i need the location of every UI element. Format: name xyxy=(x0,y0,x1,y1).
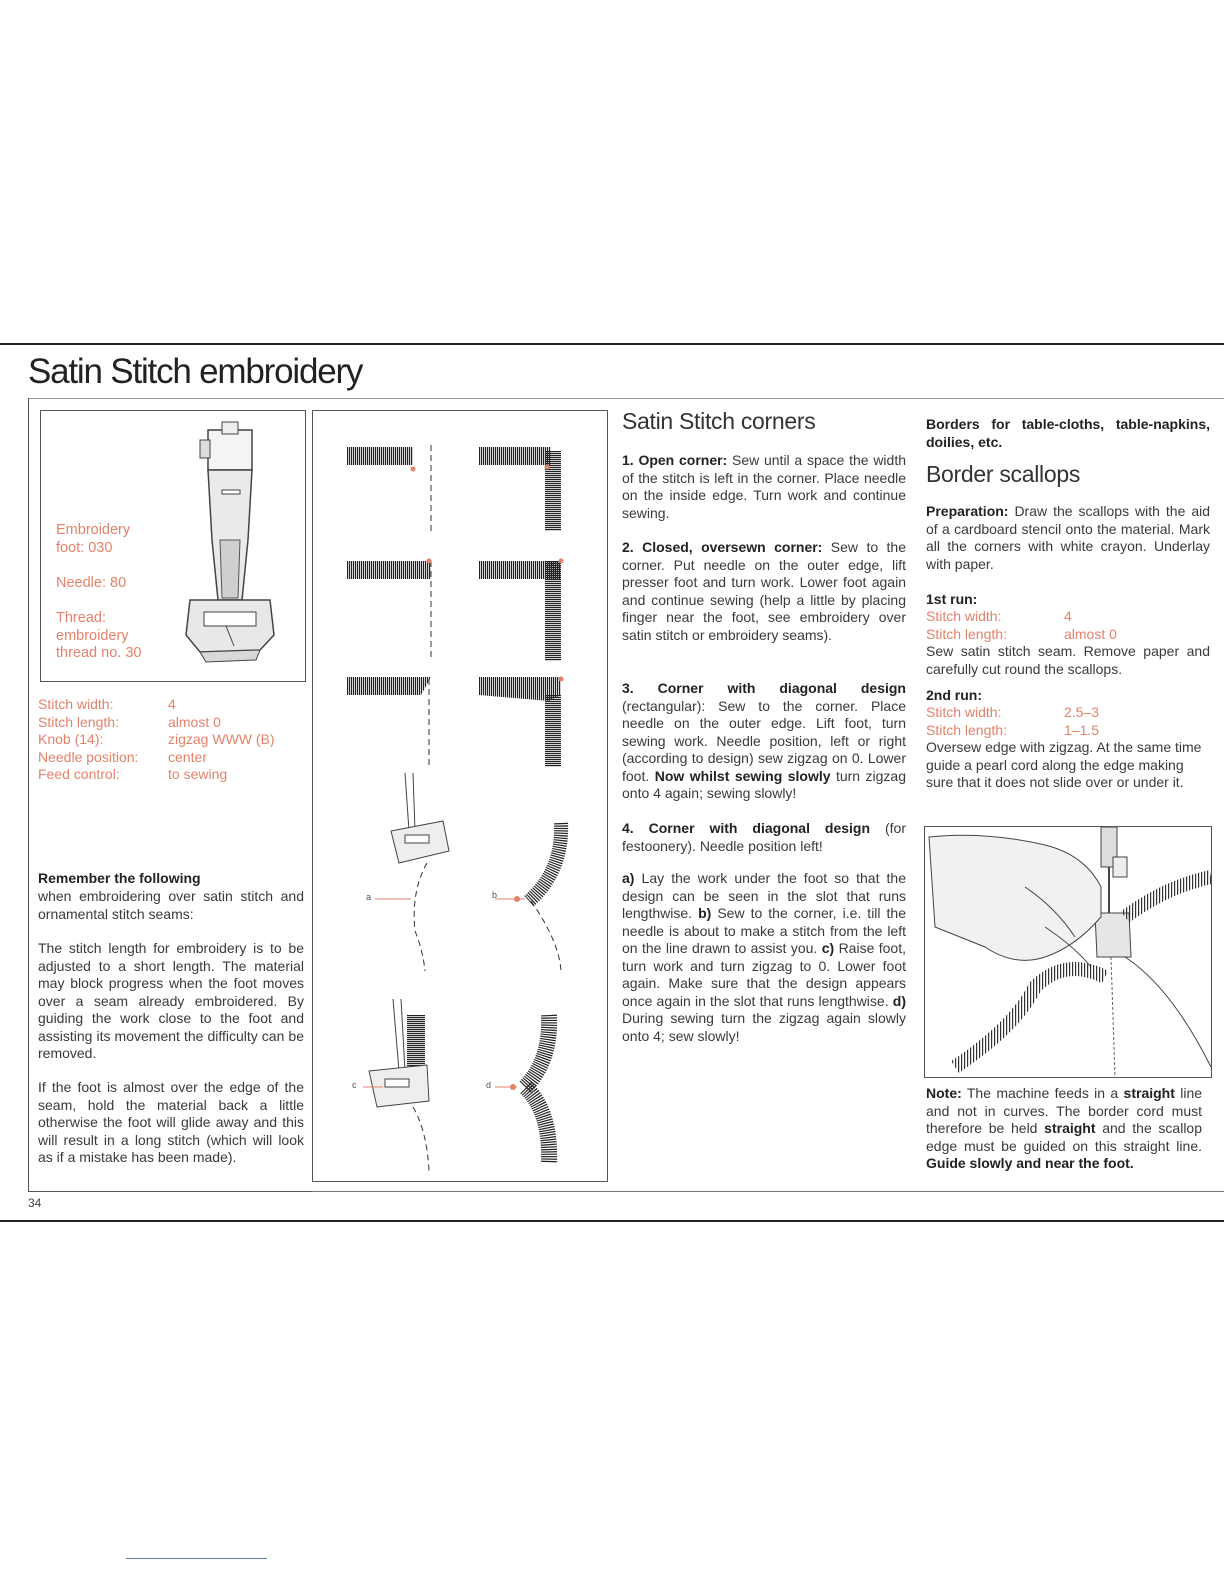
run2-settings xyxy=(926,704,1210,739)
setting-label: Stitch width: xyxy=(926,608,1002,624)
setting-value: 1–1.5 xyxy=(1064,721,1100,738)
figure-letter-c: c xyxy=(352,1080,357,1090)
step-b-text: Sew to the corner, i.e. till the needle is about to make a stitch from the left on the line drawn to assist you. xyxy=(622,905,907,956)
step-a-text: Lay the work under the foot so that the design can be seen in the slot that runs lengthwise. xyxy=(622,870,907,921)
step-d-label: d) xyxy=(892,992,907,1009)
run1-heading: 1st run: xyxy=(926,591,978,607)
figure-letter-d: d xyxy=(486,1080,492,1090)
thread-label-line1: Thread: xyxy=(56,610,106,626)
step-c-label: c) xyxy=(821,940,835,956)
setting-value: to sewing xyxy=(168,766,228,782)
corner-item-3 xyxy=(622,680,906,803)
setting-label: Stitch width: xyxy=(926,704,1002,720)
setting-row xyxy=(38,696,308,714)
embroidery-foot-label xyxy=(56,522,130,557)
note-text-c: and the scallop edge must be guided on this straight line. xyxy=(926,1120,1203,1154)
note-text-a: The machine feeds in a xyxy=(966,1085,1119,1101)
setting-value: 2.5–3 xyxy=(1064,704,1100,720)
setting-label: Knob (14): xyxy=(38,731,104,747)
left-paragraph-1: The stitch length for embroidery is to be adjusted to a short length. The material may block progress when the foot moves over a seam already embroidered. By guiding the work close to the foot and assisting its movement the difficulty can be removed. xyxy=(38,940,304,1061)
setting-value: zigzag WWW (B) xyxy=(168,731,275,747)
figure-letter-b: b xyxy=(492,890,498,900)
setting-value: center xyxy=(168,748,207,765)
remember-heading: Remember the following xyxy=(38,870,201,886)
run1-text: Sew satin stitch seam. Remove paper and carefully cut round the scallops. xyxy=(926,643,1210,677)
foot-label-line1: Embroidery xyxy=(56,522,131,538)
thread-label-line3: thread no. 30 xyxy=(56,645,142,661)
setting-label: Needle position: xyxy=(38,748,139,765)
corner-item-2-text: Sew to the corner. Put needle on the outer edge, lift presser foot and turn work. Lower foot again and continue sewing (help a little by placing finger near the foot, see embroidery over satin stitch or embroidery seams). xyxy=(622,539,907,643)
corner-item-2 xyxy=(622,539,906,644)
step-d-text: During sewing turn the zigzag again slowly onto 4; sew slowly! xyxy=(622,1010,906,1044)
corner-item-2-label: 2. Closed, oversewn corner: xyxy=(622,539,823,555)
bottom-rule xyxy=(0,1220,1224,1222)
preparation-body: Draw the scallops with the aid of a cardboard stencil onto the material. Mark all the corners with white crayon. Underlay with paper. xyxy=(926,503,1211,572)
step-a-label: a) xyxy=(622,870,635,886)
run2-text: Oversew edge with zigzag. At the same time guide a pearl cord along the edge making sure that it does not slide over or under it. xyxy=(926,739,1202,790)
figure-letter-a: a xyxy=(366,892,372,902)
scallops-heading: Border scallops xyxy=(926,461,1081,487)
setting-label: Stitch width: xyxy=(38,696,114,712)
run1-settings xyxy=(926,608,1210,643)
run2-heading: 2nd run: xyxy=(926,687,982,703)
corner-item-4 xyxy=(622,820,906,855)
preparation-text xyxy=(926,503,1210,573)
borders-heading: Borders for table-cloths, table-napkins, doilies, etc. xyxy=(926,416,1210,450)
corner-steps xyxy=(622,870,906,1045)
setting-label: Stitch length: xyxy=(926,625,1007,642)
embroidery-foot-illustration xyxy=(170,420,290,670)
setting-value: almost 0 xyxy=(1064,625,1117,642)
needle-label: Needle: 80 xyxy=(56,575,127,591)
left-paragraph-2: If the foot is almost over the edge of the seam, hold the material back a little otherwise the foot will glide away and this will result in a long stitch (which will look as if a mistake has been made). xyxy=(38,1079,304,1165)
corner-item-4-label: 4. Corner with diagonal design xyxy=(622,820,871,836)
corner-item-3-label: 3. Corner with diagonal design xyxy=(622,680,906,696)
settings-list xyxy=(38,696,308,784)
foot-label-line2: foot: 030 xyxy=(56,539,113,556)
preparation-label: Preparation: xyxy=(926,503,1009,519)
corner-item-1 xyxy=(622,452,906,522)
note-bold-1: straight xyxy=(1123,1085,1175,1101)
corner-item-3-bold: Now whilst sewing slowly xyxy=(654,767,831,784)
page-number: 34 xyxy=(28,1196,42,1210)
note-bold-2: straight xyxy=(1044,1120,1096,1136)
scan-mark xyxy=(126,1558,267,1559)
remember-intro: when embroidering over satin stitch and ornamental stitch seams: xyxy=(38,888,304,922)
step-b-label: b) xyxy=(698,905,712,921)
note-text-b: line and not in curves. The border cord must therefore be held xyxy=(926,1085,1203,1136)
page-title: Satin Stitch embroidery xyxy=(28,352,363,391)
setting-value: 4 xyxy=(1064,608,1072,624)
corner-item-1-label: 1. Open corner: xyxy=(622,452,728,468)
setting-label: Feed control: xyxy=(38,766,120,782)
setting-row xyxy=(38,714,308,732)
note-bold-3: Guide slowly and near the foot. xyxy=(926,1155,1134,1171)
thread-label xyxy=(56,610,141,663)
setting-value: almost 0 xyxy=(168,713,221,730)
setting-row xyxy=(38,749,308,767)
corner-item-4-text: (for festoonery). Needle position left! xyxy=(622,820,906,854)
run2-setting-row xyxy=(926,704,1210,722)
setting-value: 4 xyxy=(168,696,176,712)
setting-row xyxy=(38,766,308,784)
setting-row xyxy=(38,731,308,749)
corners-heading: Satin Stitch corners xyxy=(622,408,816,434)
run1-setting-row xyxy=(926,608,1210,626)
note-label: Note: xyxy=(926,1085,962,1101)
setting-label: Stitch length: xyxy=(926,721,1007,738)
setting-label: Stitch length: xyxy=(38,713,119,730)
thread-label-line2: embroidery xyxy=(56,627,129,644)
corner-item-3-text-a: (rectangular): Sew to the corner. Place needle on the outer edge. Lift foot, turn sewing work. Needle position, left or right (according to design) sew zigzag on 0. Lower foot. xyxy=(622,697,906,784)
corners-figure xyxy=(313,411,607,1181)
top-rule xyxy=(0,343,1224,345)
run2-setting-row xyxy=(926,722,1210,740)
run1-setting-row xyxy=(926,626,1210,644)
step-c-text: Raise foot, turn work and turn zigzag to 0. Lower foot again. Make sure that the design appears once again in the slot that runs lengthwise. xyxy=(622,940,906,1009)
note-text xyxy=(926,1085,1202,1173)
corner-item-1-text: Sew until a space the width of the stitch is left in the corner. Place needle on the inside edge. Turn work and continue sewing. xyxy=(622,452,907,521)
scallop-illustration xyxy=(925,827,1211,1077)
corner-item-3-text-b: turn zigzag onto 4 again; sewing slowly! xyxy=(622,767,907,801)
